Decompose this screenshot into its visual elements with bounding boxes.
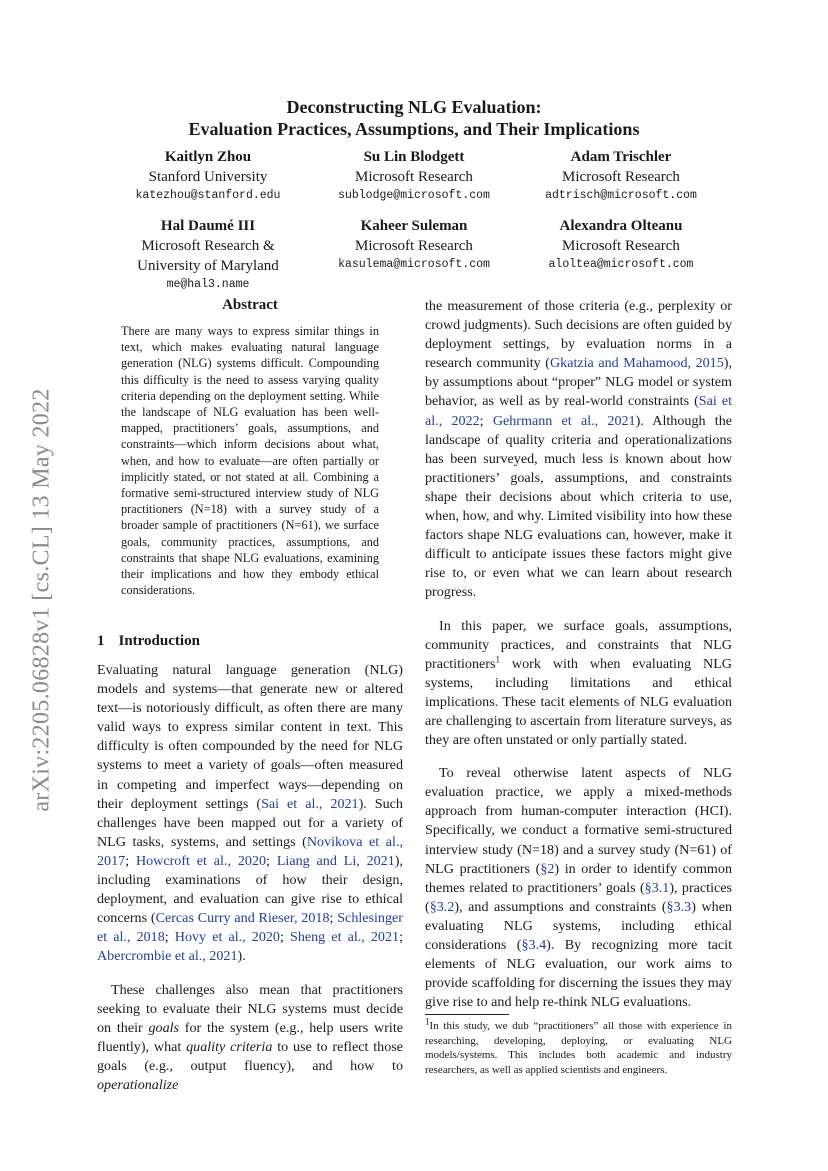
author-email: katezhou@stanford.edu <box>135 189 281 202</box>
citation-link[interactable]: Gkatzia and Mahamood, 2015 <box>549 355 724 372</box>
citation-link[interactable]: Liang and Li, 2021 <box>276 852 395 869</box>
author-affiliation: Microsoft Research & <box>141 238 275 254</box>
section-ref-link[interactable]: §3.2 <box>429 898 455 915</box>
intro-paragraph-4: To reveal otherwise latent aspects of NLG evaluation practice, we apply a mixed-methods approach from human-computer interaction (HCI). Specifically, we conduct a formative semi-structured interview study (N=18) and a survey study (N=61) of NLG practitioners (§2) in order to identify common themes related to practitioners’ goals (§3.1), practices (§3.2), and assumptions and constraints (§3.3) when evaluating NLG systems, including ethical considerations (§3.4). By recognizing more tacit elements of NLG evaluation, our work aims to provide scaffolding for discerning the issues they may give rise to and help re-think NLG evaluations. <box>425 765 732 1011</box>
citation-link[interactable]: Sheng et al., 2021 <box>289 929 400 946</box>
author-email: aloltea@microsoft.com <box>548 258 694 271</box>
title-line-1: Deconstructing NLG Evaluation: <box>286 97 542 117</box>
left-column-body <box>97 661 403 1109</box>
citation-link[interactable]: Cercas Curry and Rieser, 2018 <box>155 910 330 927</box>
section-number: 1 <box>97 633 105 649</box>
section-title: Introduction <box>118 633 200 649</box>
author-email: kasulema@microsoft.com <box>338 258 490 271</box>
footnote-rule <box>425 1014 509 1015</box>
author-affiliation: Microsoft Research <box>562 169 680 185</box>
intro-paragraph-2-continued: the measurement of those criteria (e.g., perplexity or crowd judgments). Such decisions are often guided by deployment settings, by evaluation norms in a research community (Gkatzia and Mahamood, 2015), by assumptions about “proper” NLG model or system behavior, as well as by real-world constraints (Sai et al., 2022; Gehrmann et al., 2021). Although the landscape of quality criteria and operationalizations has been surveyed, much less is known about how practitioners’ goals, assumptions, and constraints shape their decisions about which criteria to use, when, how, and why. Limited visibility into how these factors shape NLG evaluations can, however, make it difficult to anticipate issues these factors might give rise to, or even what we can learn about research progress. <box>425 298 732 601</box>
abstract-heading: Abstract <box>222 297 278 313</box>
footnote-number: 1 <box>425 1016 430 1027</box>
author-affiliation: Microsoft Research <box>562 238 680 254</box>
citation-link[interactable]: Sai et al., 2021 <box>261 795 359 812</box>
citation-link[interactable]: Abercrombie et al., 2021 <box>97 948 238 965</box>
footnote <box>425 1016 732 1077</box>
abstract-text: There are many ways to express similar things in text, which makes evaluating natural language generation (NLG) systems difficult. Compounding this difficulty is the need to assess varying quality criteria depending on the deployment setting. While the landscape of NLG evaluation has been well-mapped, practitioners’ goals, assumptions, and constraints—which inform decisions about what, when, and how to evaluate—are often partially or implicitly stated, or not stated at all. Combining a formative semi-structured interview study of NLG practitioners (N=18) with a survey study of a broader sample of practitioners (N=61), we surface goals, community practices, assumptions, and constraints that shape NLG evaluations, examining their implications and how they embody ethical considerations. <box>121 324 379 598</box>
paper-title <box>0 96 828 140</box>
citation-link[interactable]: Sai et al., 2022 <box>425 393 732 429</box>
footnote-marker[interactable]: 1 <box>495 654 500 664</box>
section-ref-link[interactable]: §2 <box>540 860 555 877</box>
arxiv-identifier: arXiv:2205.06828v1 [cs.CL] 13 May 2022 <box>28 388 55 812</box>
author-affiliation-2: University of Maryland <box>137 258 279 274</box>
section-heading-introduction <box>97 633 200 650</box>
author-block <box>496 216 746 274</box>
author-email: me@hal3.name <box>166 278 250 291</box>
author-name: Kaheer Suleman <box>360 218 468 234</box>
citation-link[interactable]: Novikova et al., 2017 <box>97 833 403 869</box>
footnote-text: In this study, we dub “practitioners” all those with experience in researching, developing, deploying, or evaluating NLG models/systems. This includes both academic and industry researchers, as well as applied scientists and engineers. <box>425 1020 732 1076</box>
section-ref-link[interactable]: §3.4 <box>521 937 547 953</box>
author-name: Alexandra Olteanu <box>559 218 683 234</box>
citation-link[interactable]: Hovy et al., 2020 <box>174 929 280 946</box>
author-affiliation: Microsoft Research <box>355 169 473 185</box>
author-name: Kaitlyn Zhou <box>164 149 252 165</box>
author-name: Hal Daumé III <box>160 218 256 234</box>
citation-link[interactable]: Howcroft et al., 2020 <box>135 852 267 869</box>
intro-paragraph-2: These challenges also mean that practitioners seeking to evaluate their NLG systems must decide on their goals for the system (e.g., help users write fluently), what quality criteria to use to reflect those goals (e.g., output fluency), and how to operationalize <box>97 981 403 1093</box>
intro-paragraph-1: Evaluating natural language generation (NLG) models and systems—that generate new or altered text—is notoriously difficult, as often there are many valid ways to express similar content in text. This difficulty is often compounded by the need for NLG systems to meet a variety of goals—often measured in competing and imperfect ways—depending on their deployment settings (Sai et al., 2021). Such challenges have been mapped out for a variety of NLG tasks, systems, and settings (Novikova et al., 2017; Howcroft et al., 2020; Liang and Li, 2021), including examinations of how their design, deployment, and evaluation can give rise to ethical concerns (Cercas Curry and Rieser, 2018; Schlesinger et al., 2018; Hovy et al., 2020; Sheng et al., 2021; Abercrombie et al., 2021). <box>97 662 403 965</box>
section-ref-link[interactable]: §3.3 <box>666 898 692 915</box>
section-ref-link[interactable]: §3.1 <box>644 879 670 896</box>
arxiv-sidebar <box>22 350 62 850</box>
author-email: adtrisch@microsoft.com <box>545 189 697 202</box>
author-block <box>496 147 746 205</box>
author-name: Su Lin Blodgett <box>363 149 465 165</box>
title-line-2: Evaluation Practices, Assumptions, and Their Implications <box>188 119 640 139</box>
citation-link[interactable]: Gehrmann et al., 2021 <box>492 412 636 429</box>
author-email: sublodge@microsoft.com <box>338 189 490 202</box>
citation-link[interactable]: Schlesinger et al., 2018 <box>97 910 403 946</box>
author-affiliation: Stanford University <box>148 169 268 185</box>
author-name: Adam Trischler <box>570 149 672 165</box>
right-column-body <box>425 297 732 1026</box>
intro-paragraph-3: In this paper, we surface goals, assumptions, community practices, and constraints that NLG practitioners$^1$ work with when evaluating NLG systems, including limitations and ethical implications. These tacit elements of NLG evaluation are challenging to ascertain from literature surveys, as they are often unstated or only partially stated. <box>425 617 732 749</box>
author-affiliation: Microsoft Research <box>355 238 473 254</box>
